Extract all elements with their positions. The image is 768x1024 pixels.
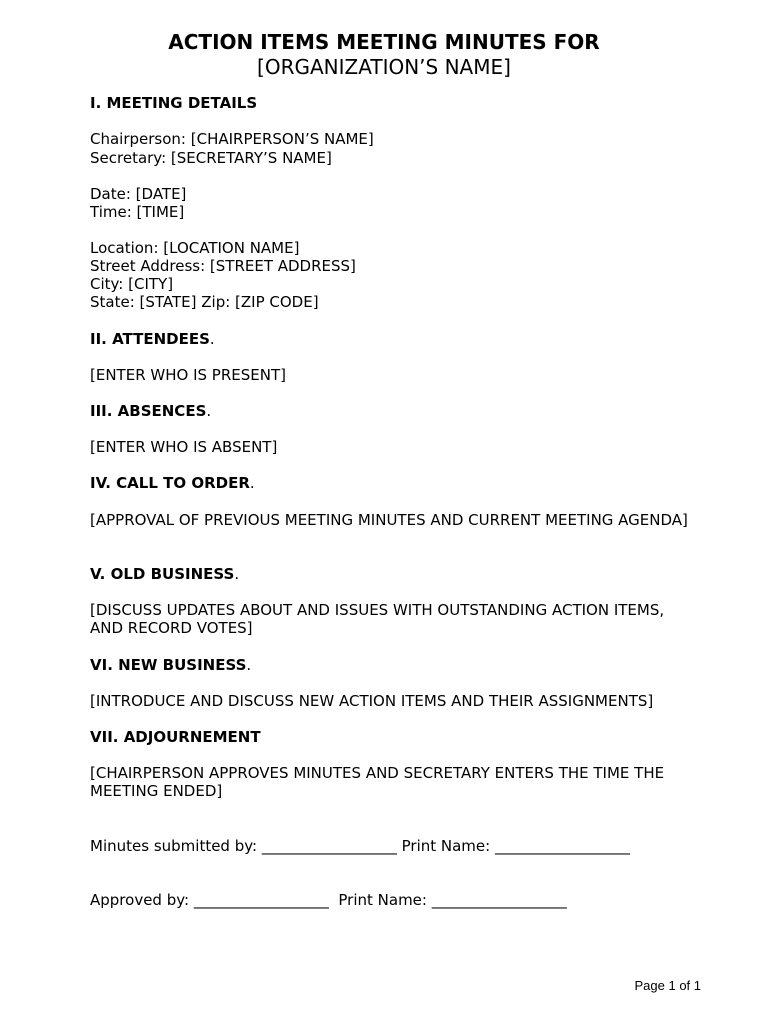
call-to-order-heading-period: .	[249, 474, 255, 492]
meeting-details-heading: I. MEETING DETAILS	[90, 94, 258, 112]
street-address-line: Street Address: [STREET ADDRESS]	[90, 257, 356, 275]
date-line: Date: [DATE]	[90, 185, 187, 203]
location-line: Location: [LOCATION NAME]	[90, 239, 300, 257]
absences-body: [ENTER WHO IS ABSENT]	[90, 438, 278, 456]
absences-heading-period: .	[206, 402, 212, 420]
new-business-body: [INTRODUCE AND DISCUSS NEW ACTION ITEMS AND THEIR ASSIGNMENTS]	[90, 692, 654, 710]
attendees-heading-period: .	[209, 330, 215, 348]
call-to-order-body: [APPROVAL OF PREVIOUS MEETING MINUTES AND CURRENT MEETING AGENDA]	[90, 511, 688, 529]
old-business-heading: V. OLD BUSINESS	[90, 565, 235, 583]
new-business-heading-line	[90, 656, 251, 674]
document-title: ACTION ITEMS MEETING MINUTES FOR	[168, 30, 600, 54]
state-zip-line: State: [STATE] Zip: [ZIP CODE]	[90, 293, 319, 311]
new-business-heading-period: .	[246, 656, 252, 674]
new-business-heading: VI. NEW BUSINESS	[90, 656, 247, 674]
page-number: Page 1 of 1	[634, 978, 701, 993]
adjournment-body: [CHAIRPERSON APPROVES MINUTES AND SECRETARY ENTERS THE TIME THE MEETING ENDED]	[90, 764, 665, 800]
chairperson-line: Chairperson: [CHAIRPERSON’S NAME]	[90, 130, 374, 148]
call-to-order-heading-line	[90, 474, 255, 492]
call-to-order-heading: IV. CALL TO ORDER	[90, 474, 250, 492]
secretary-line: Secretary: [SECRETARY’S NAME]	[90, 149, 332, 167]
minutes-submitted-signature-line: Minutes submitted by: __________________ Print Name: __________________	[90, 837, 630, 855]
old-business-heading-line	[90, 565, 239, 583]
attendees-heading-line	[90, 330, 215, 348]
attendees-body: [ENTER WHO IS PRESENT]	[90, 366, 286, 384]
old-business-heading-period: .	[234, 565, 240, 583]
adjournment-heading: VII. ADJOURNEMENT	[90, 728, 261, 746]
old-business-body: [DISCUSS UPDATES ABOUT AND ISSUES WITH OUTSTANDING ACTION ITEMS, AND RECORD VOTES]	[90, 601, 665, 637]
approved-by-signature-line: Approved by: __________________ Print Name: __________________	[90, 891, 567, 909]
time-line: Time: [TIME]	[90, 203, 185, 221]
city-line: City: [CITY]	[90, 275, 174, 293]
absences-heading: III. ABSENCES	[90, 402, 207, 420]
organization-name: [ORGANIZATION’S NAME]	[257, 55, 511, 79]
absences-heading-line	[90, 402, 211, 420]
attendees-heading: II. ATTENDEES	[90, 330, 210, 348]
